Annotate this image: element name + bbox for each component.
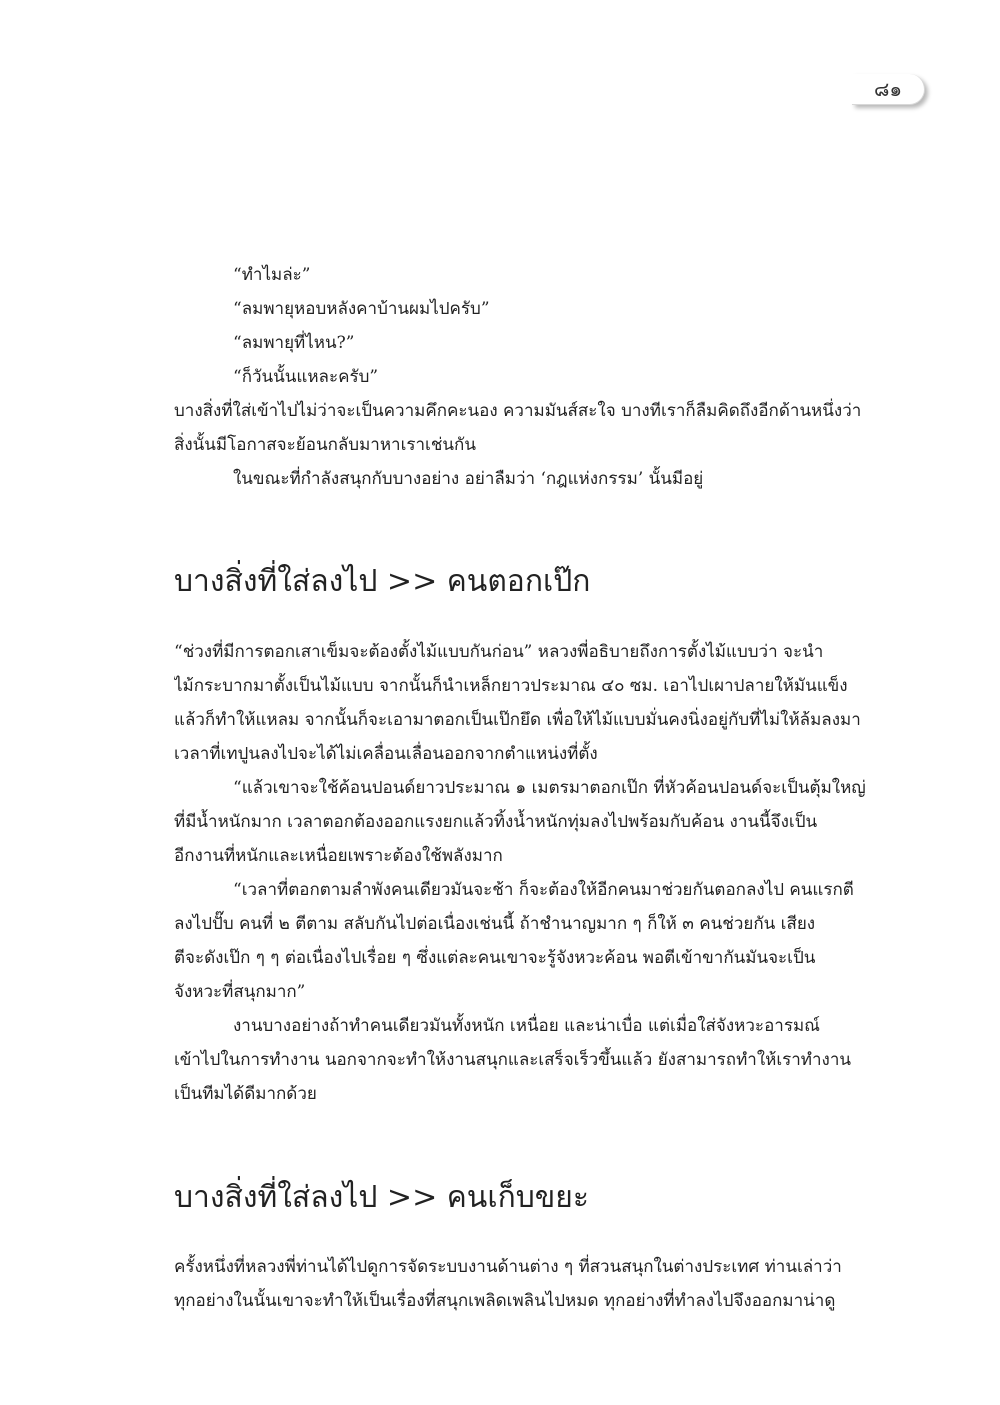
dialogue-line: “ทำไมล่ะ”: [233, 265, 311, 285]
paragraph-line: ลงไปปั๊บ คนที่ ๒ ตีตาม สลับกันไปต่อเนื่องเช่นนี้ ถ้าชำนาญมาก ๆ ก็ให้ ๓ คนช่วยกัน เสียง: [174, 914, 816, 934]
paragraph-line: เป็นทีมได้ดีมากด้วย: [174, 1084, 317, 1104]
paragraph-line: งานบางอย่างถ้าทำคนเดียวมันทั้งหนัก เหนื่อย และน่าเบื่อ แต่เมื่อใส่จังหวะอารมณ์: [233, 1016, 820, 1036]
dialogue-line: “ลมพายุที่ไหน?”: [233, 333, 355, 353]
paragraph-line: แล้วก็ทำให้แหลม จากนั้นก็จะเอามาตอกเป็นเป๊กยึด เพื่อให้ไม้แบบมั่นคงนิ่งอยู่กับที่ไม่ให้ล้มลงมา: [174, 710, 861, 730]
paragraph-line: “เวลาที่ตอกตามลำพังคนเดียวมันจะช้า ก็จะต้องให้อีกคนมาช่วยกันตอกลงไป คนแรกตี: [233, 880, 854, 900]
section2-body: [174, 1250, 910, 1318]
intro-line: สิ่งนั้นมีโอกาสจะย้อนกลับมาหาเราเช่นกัน: [174, 435, 476, 455]
paragraph-line: เวลาที่เทปูนลงไปจะได้ไม่เคลื่อนเลื่อนออกจากตำแหน่งที่ตั้ง: [174, 744, 598, 764]
intro-closing: ในขณะที่กำลังสนุกกับบางอย่าง อย่าลืมว่า ‘กฎแห่งกรรม’ นั้นมีอยู่: [233, 469, 704, 489]
paragraph-line: จังหวะที่สนุกมาก”: [174, 982, 306, 1002]
section-heading-2: บางสิ่งที่ใส่ลงไป >> คนเก็บขยะ: [174, 1180, 589, 1215]
section-heading-1: บางสิ่งที่ใส่ลงไป >> คนตอกเป๊ก: [174, 564, 591, 599]
paragraph-line: เข้าไปในการทำงาน นอกจากจะทำให้งานสนุกและเสร็จเร็วขึ้นแล้ว ยังสามารถทำให้เราทำงาน: [174, 1050, 852, 1070]
dialogue-line: “ลมพายุหอบหลังคาบ้านผมไปครับ”: [233, 299, 490, 319]
dialogue-line: “ก็วันนั้นแหละครับ”: [233, 367, 379, 387]
dialogue-block: [174, 258, 910, 496]
page-number: ๘๑: [852, 74, 925, 105]
paragraph-line: ครั้งหนึ่งที่หลวงพี่ท่านได้ไปดูการจัดระบบงานด้านต่าง ๆ ที่สวนสนุกในต่างประเทศ ท่านเล่าว่า: [174, 1257, 842, 1277]
paragraph-line: ที่มีน้ำหนักมาก เวลาตอกต้องออกแรงยกแล้วทิ้งน้ำหนักทุ่มลงไปพร้อมกับค้อน งานนี้จึงเป็น: [174, 812, 818, 832]
paragraph-line: ทุกอย่างในนั้นเขาจะทำให้เป็นเรื่องที่สนุกเพลิดเพลินไปหมด ทุกอย่างที่ทำลงไปจึงออกมาน่าดู: [174, 1291, 836, 1311]
paragraph-line: “ช่วงที่มีการตอกเสาเข็มจะต้องตั้งไม้แบบกันก่อน” หลวงพี่อธิบายถึงการตั้งไม้แบบว่า จะนำ: [174, 642, 824, 662]
paragraph-line: ตีจะดังเป๊ก ๆ ๆ ต่อเนื่องไปเรื่อย ๆ ซึ่งแต่ละคนเขาจะรู้จังหวะค้อน พอตีเข้าขากันมันจะเป็น: [174, 948, 816, 968]
paragraph-line: อีกงานที่หนักและเหนื่อยเพราะต้องใช้พลังมาก: [174, 846, 503, 866]
paragraph-line: ไม้กระบากมาตั้งเป็นไม้แบบ จากนั้นก็นำเหล็กยาวประมาณ ๔๐ ซม. เอาไปเผาปลายให้มันแข็ง: [174, 676, 848, 696]
section1-body: [174, 635, 910, 1111]
intro-line: บางสิ่งที่ใส่เข้าไปไม่ว่าจะเป็นความคึกคะนอง ความมันส์สะใจ บางทีเราก็ลืมคิดถึงอีกด้านหนึ่งว่า: [174, 401, 862, 421]
paragraph-line: “แล้วเขาจะใช้ค้อนปอนด์ยาวประมาณ ๑ เมตรมาตอกเป๊ก ที่หัวค้อนปอนด์จะเป็นตุ้มใหญ่: [233, 778, 866, 798]
